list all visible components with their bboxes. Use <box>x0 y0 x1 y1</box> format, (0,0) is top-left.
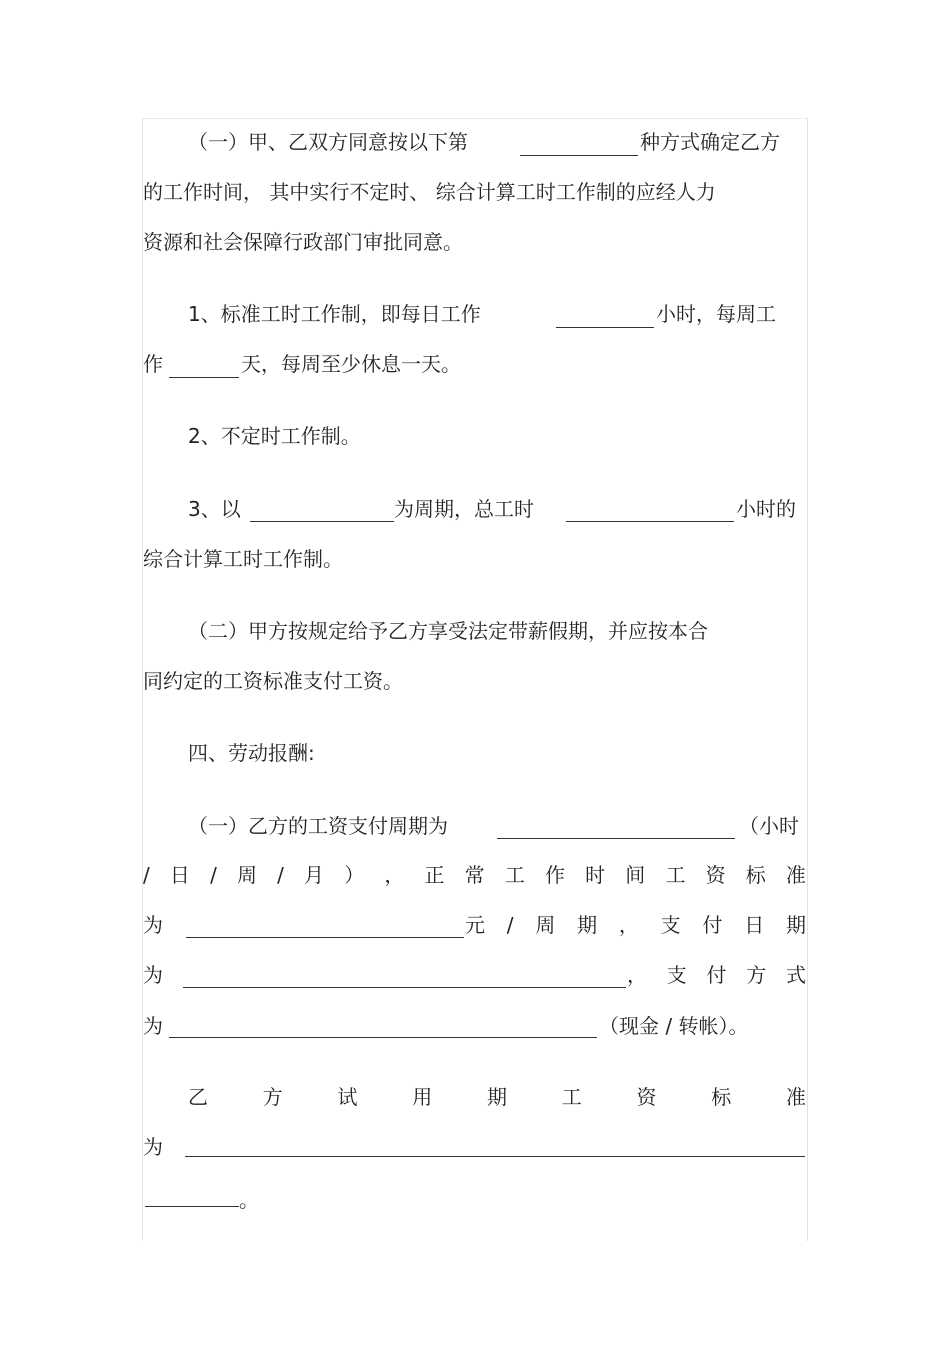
para-1-text-b: 种方式确定乙方 <box>640 130 780 154</box>
pay-char: 间 <box>625 863 646 887</box>
probation-line-1 <box>143 1082 806 1112</box>
item-1-text-d: 天，每周至少休息一天。 <box>241 352 461 376</box>
wage-standard-blank[interactable] <box>186 937 464 938</box>
pay-date-blank[interactable] <box>183 987 626 988</box>
pay-char: 日 <box>169 863 190 887</box>
pay-method-blank[interactable] <box>169 1037 597 1038</box>
pay-char: 付 <box>706 963 727 987</box>
item-1-line-2 <box>143 349 806 379</box>
item-3-text-b: 为周期，总工时 <box>394 497 534 521</box>
pay-line-5 <box>143 1011 806 1041</box>
pay-char: ） <box>344 863 365 887</box>
section-4-title: 四、劳动报酬: <box>188 741 315 765</box>
pay-cycle-blank[interactable] <box>497 838 735 839</box>
item-3-text-c: 小时的 <box>736 497 796 521</box>
pay-char: 工 <box>504 863 525 887</box>
pay-char: 常 <box>464 863 485 887</box>
para-1-line-3 <box>143 227 806 257</box>
probation-wage-blank-cont[interactable] <box>145 1206 239 1207</box>
probation-char: 资 <box>636 1085 657 1109</box>
para-2-text-a: （二）甲方按规定给予乙方享受法定带薪假期，并应按本合 <box>188 619 708 643</box>
probation-wage-blank[interactable] <box>185 1156 805 1157</box>
pay-char: / <box>506 913 514 937</box>
item-3-line-1 <box>143 494 806 524</box>
item-2-text: 2、不定时工作制。 <box>188 424 361 448</box>
pay-line-4 <box>143 960 806 990</box>
para-2-text-b: 同约定的工资标准支付工资。 <box>143 669 403 693</box>
probation-text-a: 为 <box>143 1135 163 1159</box>
para-1-line-1 <box>143 127 806 157</box>
para-1-line-2 <box>143 177 806 207</box>
probation-char: 准 <box>786 1085 806 1109</box>
pay-line-3 <box>143 910 806 940</box>
probation-line-3 <box>143 1185 806 1215</box>
pay-char: 准 <box>785 863 806 887</box>
pay-char: 作 <box>544 863 565 887</box>
item-2-line <box>143 421 806 451</box>
section-4-heading <box>143 738 806 768</box>
pay-line-4-tail <box>627 960 806 990</box>
pay-text-f: （现金 / 转帐）。 <box>599 1014 749 1038</box>
pay-char: 时 <box>585 863 606 887</box>
para-1-text-c: 的工作时间， 其中实行不定时、 综合计算工时工作制的应经人力 <box>143 180 716 204</box>
pay-text-b: （小时 <box>739 814 799 838</box>
probation-char: 试 <box>337 1085 358 1109</box>
total-hours-blank[interactable] <box>566 521 734 522</box>
method-number-blank[interactable] <box>520 155 638 156</box>
item-1-text-a: 1、标准工时工作制，即每日工作 <box>188 302 481 326</box>
probation-text-b: 。 <box>239 1188 259 1212</box>
probation-char: 工 <box>561 1085 582 1109</box>
pay-text-a: （一）乙方的工资支付周期为 <box>188 814 448 838</box>
pay-char: 支 <box>666 963 687 987</box>
pay-text-c: 为 <box>143 913 163 937</box>
pay-char: / <box>277 863 284 887</box>
pay-char: 周 <box>236 863 257 887</box>
pay-char: 资 <box>705 863 726 887</box>
pay-char: 日 <box>744 913 765 937</box>
item-3-line-2 <box>143 544 806 574</box>
item-3-text-d: 综合计算工时工作制。 <box>143 547 343 571</box>
para-2-line-2 <box>143 666 806 696</box>
pay-char: 期 <box>786 913 806 937</box>
item-1-text-c: 作 <box>143 352 163 376</box>
probation-char: 期 <box>487 1085 507 1109</box>
para-2-line-1 <box>143 616 806 646</box>
pay-char: 标 <box>745 863 766 887</box>
pay-char: 工 <box>665 863 686 887</box>
pay-text-e: 为 <box>143 1014 163 1038</box>
pay-char: 月 <box>304 863 325 887</box>
pay-line-3-tail <box>465 910 806 940</box>
probation-char: 标 <box>711 1085 732 1109</box>
weekly-days-blank[interactable] <box>169 377 239 378</box>
pay-char: 付 <box>702 913 723 937</box>
item-3-text-a: 3、以 <box>188 497 241 521</box>
pay-char: ， <box>618 913 639 937</box>
item-1-text-b: 小时，每周工 <box>656 302 776 326</box>
pay-char: 式 <box>786 963 806 987</box>
pay-line-1 <box>143 811 806 841</box>
pay-char: 支 <box>660 913 681 937</box>
probation-char: 方 <box>262 1085 283 1109</box>
probation-char: 乙 <box>188 1085 208 1109</box>
pay-char: 元 <box>465 913 485 937</box>
pay-line-2 <box>143 860 806 890</box>
para-1-text-d: 资源和社会保障行政部门审批同意。 <box>143 230 463 254</box>
probation-line-2 <box>143 1132 806 1162</box>
probation-char: 用 <box>412 1085 433 1109</box>
para-1-text-a: （一）甲、乙双方同意按以下第 <box>188 130 468 154</box>
pay-char: / <box>210 863 217 887</box>
pay-char: ， <box>627 963 647 987</box>
item-1-line-1 <box>143 299 806 329</box>
pay-char: 方 <box>746 963 767 987</box>
pay-char: ， <box>384 863 405 887</box>
pay-char: / <box>143 863 150 887</box>
pay-char: 期 <box>577 913 598 937</box>
cycle-blank[interactable] <box>250 521 394 522</box>
daily-hours-blank[interactable] <box>556 327 654 328</box>
pay-char: 周 <box>535 913 556 937</box>
pay-char: 正 <box>424 863 445 887</box>
pay-text-d: 为 <box>143 963 163 987</box>
